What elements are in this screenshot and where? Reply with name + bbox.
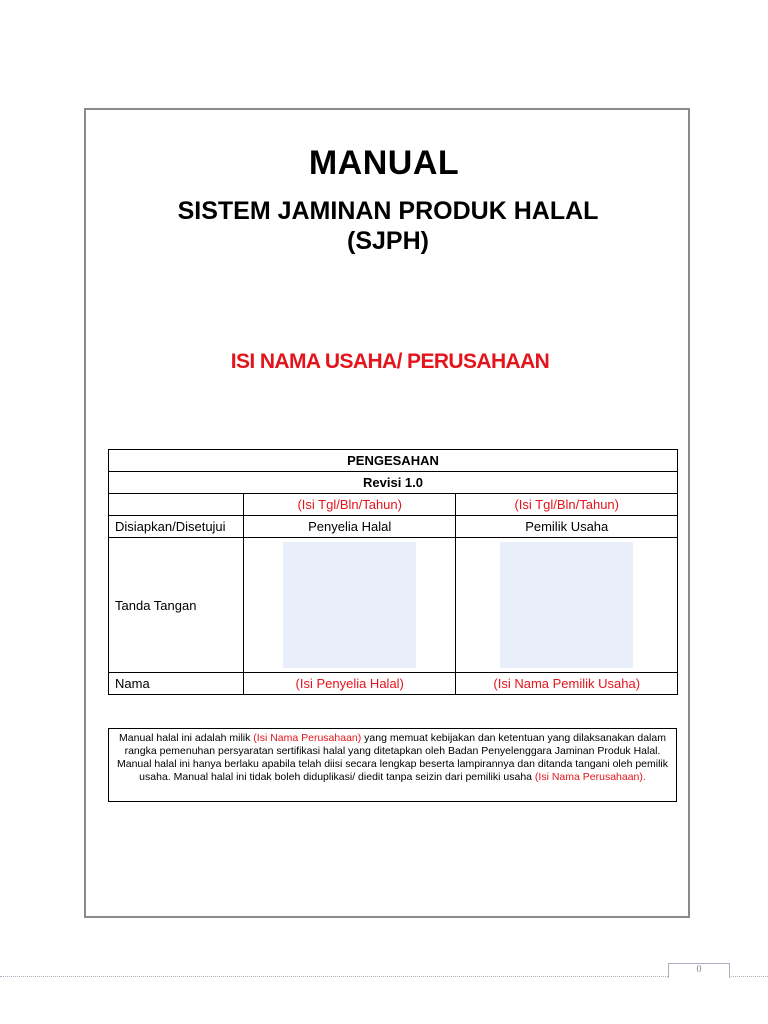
- role-supervisor: Penyelia Halal: [243, 516, 456, 538]
- name-label: Nama: [109, 673, 244, 695]
- signature-label: Tanda Tangan: [109, 538, 244, 673]
- table-row: [109, 538, 678, 673]
- page-number: 0: [668, 963, 730, 978]
- empty-cell: [109, 494, 244, 516]
- signature-cell-supervisor: [243, 538, 456, 673]
- prepared-label: Disiapkan/Disetujui: [109, 516, 244, 538]
- date-placeholder-supervisor: (Isi Tgl/Bln/Tahun): [243, 494, 456, 516]
- name-placeholder-supervisor: (Isi Penyelia Halal): [243, 673, 456, 695]
- notice-text-2: yang memuat kebijakan dan ketentuan yang dilaksanakan dalam rangka pemenuhan persyaratan sertifikasi halal yang ditetapkan oleh Badan Penyelenggara Jaminan Produk Halal. Manual halal ini hanya berlaku apabila telah diisi secara lengkap beserta lampirannya dan ditanda tangani oleh pemilik usaha. Manual halal ini tidak boleh diduplikasi/ diedit tanpa seizin dari pemiliki usaha: [116, 732, 669, 783]
- date-placeholder-owner: (Isi Tgl/Bln/Tahun): [456, 494, 678, 516]
- approval-table: [108, 449, 678, 695]
- signature-cell-owner: [456, 538, 678, 673]
- subtitle-line-2: (SJPH): [347, 227, 429, 255]
- signature-field-owner[interactable]: [500, 542, 633, 668]
- document-title: MANUAL: [308, 144, 460, 182]
- subtitle-line-1: SISTEM JAMINAN PRODUK HALAL: [177, 197, 599, 225]
- table-row: [109, 450, 678, 472]
- approval-header: PENGESAHAN: [109, 450, 678, 472]
- name-placeholder-owner: (Isi Nama Pemilik Usaha): [456, 673, 678, 695]
- company-name-placeholder: ISI NAMA USAHA/ PERUSAHAAN: [230, 350, 550, 373]
- ownership-notice: [108, 728, 677, 802]
- revision-label: Revisi 1.0: [109, 472, 678, 494]
- document-subtitle: [0, 196, 768, 256]
- signature-field-supervisor[interactable]: [283, 542, 416, 668]
- footer-divider: [0, 976, 768, 977]
- table-row: [109, 673, 678, 695]
- table-row: [109, 516, 678, 538]
- table-row: [109, 472, 678, 494]
- role-owner: Pemilik Usaha: [456, 516, 678, 538]
- table-row: [109, 494, 678, 516]
- notice-company-placeholder-1: (Isi Nama Perusahaan): [253, 732, 362, 744]
- notice-text-1: Manual halal ini adalah milik: [119, 732, 254, 744]
- notice-company-placeholder-2: (Isi Nama Perusahaan).: [534, 771, 646, 783]
